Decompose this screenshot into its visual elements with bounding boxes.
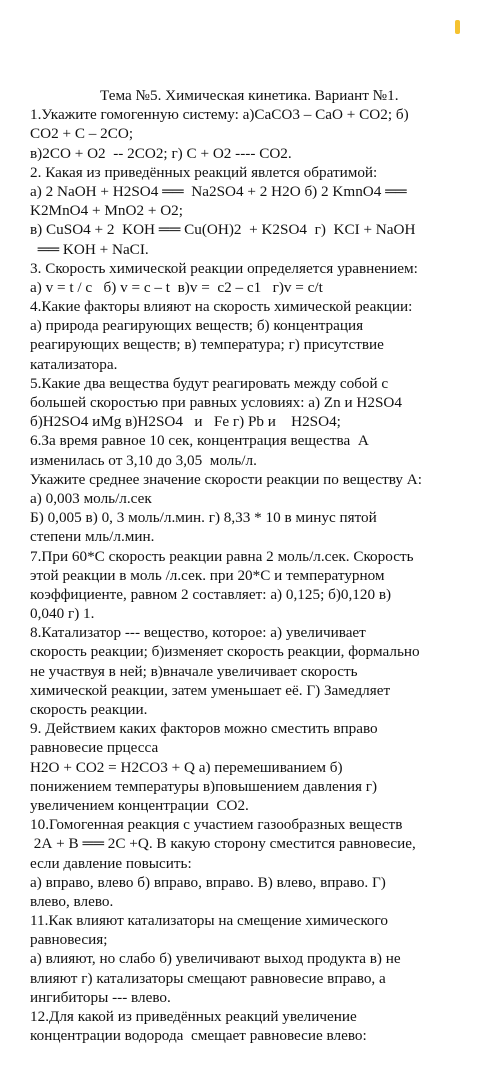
text-line: влево, влево. (30, 892, 114, 910)
text-line: большей скоростью при равных условиях: а) Zn и H2SO4 (30, 394, 402, 411)
text-line: скорость реакции. (30, 701, 148, 718)
scroll-marker (455, 20, 460, 34)
text-line: этой реакции в моль /л.сек. при 20*С и температурном (30, 566, 385, 584)
text-line: а) природа реагирующих веществ; б) концентрация (30, 317, 364, 335)
text-line: а) 2 NaOH + H2SO4 ══ Na2SO4 + 2 H2O б) 2 KmnO4 ══ (30, 182, 407, 200)
text-line: понижением температуры в)повышением давления г) (30, 777, 378, 795)
text-line: 8.Катализатор --- вещество, которое: а) увеличивает (30, 624, 366, 642)
text-line: Б) 0,005 в) 0, 3 моль/л.мин. г) 8,33 * 10 в минус пятой (30, 509, 377, 527)
text-line: K2MnO4 + MnO2 + O2; (30, 202, 183, 220)
text-line: реагирующих веществ; в) температура; г) присутствие (30, 336, 384, 354)
text-line: 1.Укажите гомогенную систему: а)СаСО3 – СаО + СО2; б) (30, 106, 409, 124)
text-line: 10.Гомогенная реакция с участием газообразных веществ (30, 816, 403, 834)
text-line: коэффициенте, равном 2 составляет: а) 0,125; б)0,120 в) (30, 585, 392, 603)
text-line: равновесия; (30, 931, 108, 949)
text-line: увеличением концентрации СО2. (30, 796, 249, 814)
text-line: 7.При 60*С скорость реакции равна 2 моль/л.сек. Скорость (30, 547, 414, 565)
text-line: концентрации водорода смещает равновесие влево: (30, 1027, 367, 1045)
text-line: СО2 + С – 2СО; (30, 125, 134, 143)
text-line: а) влияют, но слабо б) увеличивают выход продукта в) не (30, 950, 401, 968)
text-line: в)2СО + О2 -- 2СО2; г) С + О2 ---- СО2. (30, 144, 292, 162)
text-line: влияют г) катализаторы смещают равновесие вправо, а (30, 969, 386, 987)
text-line: 12.Для какой из приведённых реакций увеличение (30, 1008, 357, 1025)
document-title: Тема №5. Химическая кинетика. Вариант №1. (100, 87, 399, 104)
text-line: если давление повысить: (30, 854, 192, 872)
document-body (30, 105, 480, 1045)
text-line: 0,040 г) 1. (30, 605, 95, 623)
text-line: равновесие прцесса (30, 739, 159, 757)
text-line: не участвуя в ней; в)вначале увеличивает скорость (30, 662, 358, 680)
text-line: 2А + В ══ 2С +Q. В какую сторону сместится равновесие, (30, 835, 416, 853)
text-line: а) v = t / c б) v = c – t в)v = c2 – c1 г)v = c/t (30, 278, 323, 296)
document-page (30, 86, 480, 1045)
text-line: 2. Какая из приведённых реакций явлется обратимой: (30, 163, 378, 181)
text-line: 5.Какие два вещества будут реагировать между собой с (30, 374, 389, 392)
text-line: изменилась от 3,10 до 3,05 моль/л. (30, 451, 257, 469)
text-line: а) вправо, влево б) вправо, вправо. В) влево, вправо. Г) (30, 873, 386, 891)
text-line: химической реакции, затем уменьшает её. Г) Замедляет (30, 681, 391, 699)
text-line: 3. Скорость химической реакции определяется уравнением: (30, 259, 418, 277)
text-line: катализатора. (30, 355, 118, 373)
text-line: б)H2SO4 иMg в)H2SO4 и Fe г) Pb и H2SO4; (30, 413, 341, 431)
text-line: 6.За время равное 10 сек, концентрация вещества А (30, 432, 369, 450)
text-line: скорость реакции; б)изменяет скорость реакции, формально (30, 643, 420, 661)
text-line: Н2О + СО2 = Н2СО3 + Q а) перемешиванием б) (30, 758, 343, 776)
text-line: ингибиторы --- влево. (30, 988, 171, 1006)
text-line: Укажите среднее значение скорости реакции по веществу А: (30, 470, 422, 488)
text-line: 4.Какие факторы влияют на скорость химической реакции: (30, 298, 413, 316)
text-line: степени мль/л.мин. (30, 528, 155, 546)
text-line: а) 0,003 моль/л.сек (30, 489, 152, 507)
text-line: 11.Как влияют катализаторы на смещение химического (30, 912, 388, 930)
text-line: 9. Действием каких факторов можно сместить вправо (30, 720, 378, 738)
text-line: ══ KOH + NaCI. (30, 240, 149, 258)
text-line: в) CuSO4 + 2 KOH ══ Cu(OH)2 + K2SO4 г) KCI + NaOH (30, 221, 416, 239)
